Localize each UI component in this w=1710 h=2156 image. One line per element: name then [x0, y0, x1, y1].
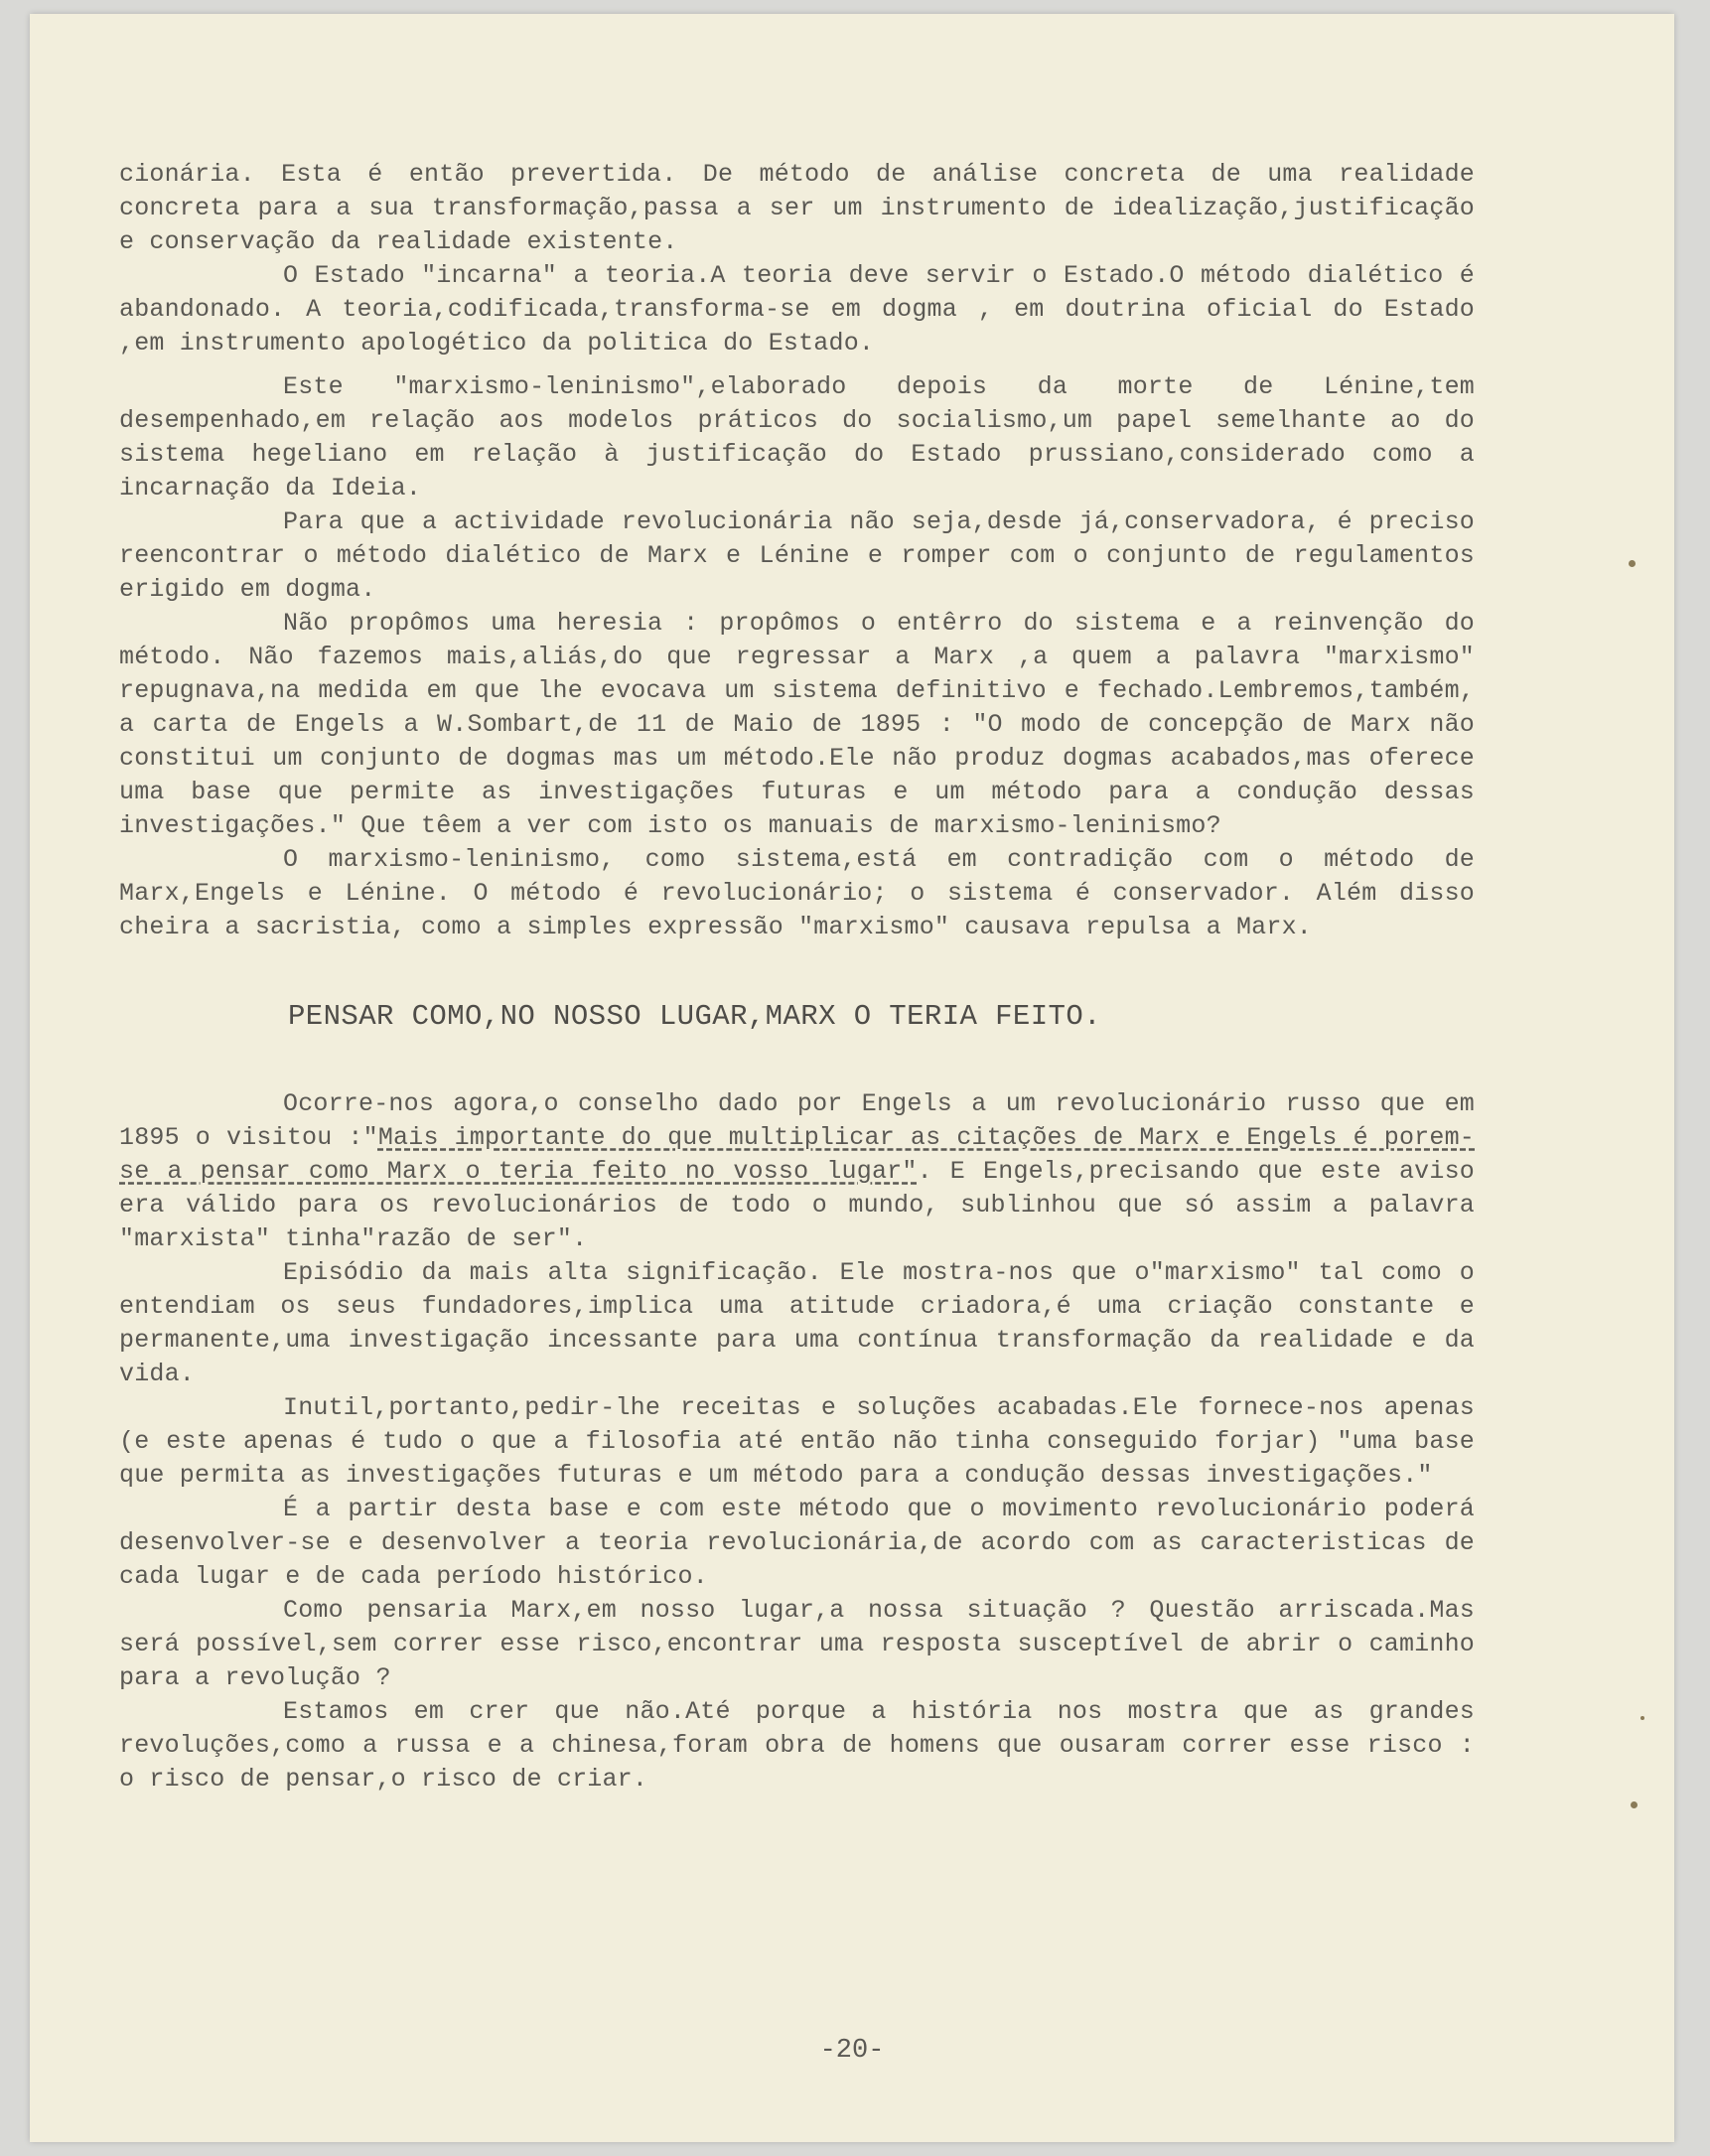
underlined-quote: Mais importante do que multiplicar as citações de Marx e Engels é porem-se a pensar como Marx o teria feito no vosso lugar" — [119, 1123, 1475, 1186]
paragraph: Para que a actividade revolucionária não seja,desde já,conservadora, é preciso reencontrar o método dialético de Marx e Lénine e romper com o conjunto de regulamentos erigido em dogma. — [119, 507, 1475, 604]
quote-outro: . E Engels,precisando que este aviso era válido para os revolucionários de todo o mundo, sublinhou que só assim a palavra "marxista" tinha"razão de ser". — [119, 1157, 1475, 1253]
paragraph: Este "marxismo-leninismo",elaborado depois da morte de Lénine,tem desempenhado,em relação aos modelos práticos do socialismo,um papel semelhante ao do sistema hegeliano em relação à justificação do Estado prussiano,considerado como a incarnação da Ideia. — [119, 372, 1475, 503]
paper-speck — [1631, 1801, 1638, 1808]
paper-speck — [1629, 560, 1636, 567]
paragraph: Estamos em crer que não.Até porque a história nos mostra que as grandes revoluções,como a russa e a chinesa,foram obra de homens que ousaram correr esse risco : o risco de pensar,o risco de criar. — [119, 1697, 1475, 1794]
paragraph: O marxismo-leninismo, como sistema,está em contradição com o método de Marx,Engels e Lénine. O método é revolucionário; o sistema é conservador. Além disso cheira a sacristia, como a simples expressão "marxismo" causava repulsa a Marx. — [119, 845, 1475, 941]
paragraph: Episódio da mais alta significação. Ele mostra-nos que o"marxismo" tal como o entendiam os seus fundadores,implica uma atitude criadora,é uma criação constante e permanente,uma investigação incessante para uma contínua transformação da realidade e da vida. — [119, 1258, 1475, 1388]
section-heading: PENSAR COMO,NO NOSSO LUGAR,MARX O TERIA FEITO. — [288, 1000, 1101, 1033]
paragraph: Não propômos uma heresia : propômos o entêrro do sistema e a reinvenção do método. Não fazemos mais,aliás,do que regressar a Marx ,a quem a palavra "marxismo" repugnava,na medida em que lhe evocava um sistema definitivo e fechado.Lembremos,também, a carta de Engels a W.Sombart,de 11 de Maio de 1895 : "O modo de concepção de Marx não constitui um conjunto de dogmas mas um método.Ele não produz dogmas acabados,mas oferece uma base que permite as investigações futuras e um método para a condução dessas investigações." Que têem a ver com isto os manuais de marxismo-leninismo? — [119, 609, 1475, 840]
quote-intro: Ocorre-nos agora,o conselho dado por Engels a um revolucionário russo que em 1895 o visitou :" — [119, 1089, 1475, 1152]
paragraph: Como pensaria Marx,em nosso lugar,a nossa situação ? Questão arriscada.Mas será possível,sem correr esse risco,encontrar uma resposta susceptível de abrir o caminho para a revolução ? — [119, 1596, 1475, 1692]
paragraph: cionária. Esta é então prevertida. De método de análise concreta de uma realidade concreta para a sua transformação,passa a ser um instrumento de idealização,justificação e conservação da realidade existente. — [119, 160, 1475, 256]
paragraph: O Estado "incarna" a teoria.A teoria deve servir o Estado.O método dialético é abandonado. A teoria,codificada,transforma-se em dogma , em doutrina oficial do Estado ,em instrumento apologético da politica do Estado. — [119, 261, 1475, 358]
page-body — [119, 158, 1475, 1797]
paragraph: Inutil,portanto,pedir-lhe receitas e soluções acabadas.Ele fornece-nos apenas (e este apenas é tudo o que a filosofia até então não tinha conseguido forjar) "uma base que permita as investigações futuras e um método para a condução dessas investigações." — [119, 1393, 1475, 1490]
paragraph: É a partir desta base e com este método que o movimento revolucionário poderá desenvolver-se e desenvolver a teoria revolucionária,de acordo com as caracteristicas de cada lugar e de cada período histórico. — [119, 1495, 1475, 1591]
paper-speck — [1640, 1716, 1644, 1720]
page-number: -20- — [819, 2036, 885, 2066]
quote-paragraph — [119, 1087, 1475, 1256]
document-page — [30, 14, 1674, 2142]
